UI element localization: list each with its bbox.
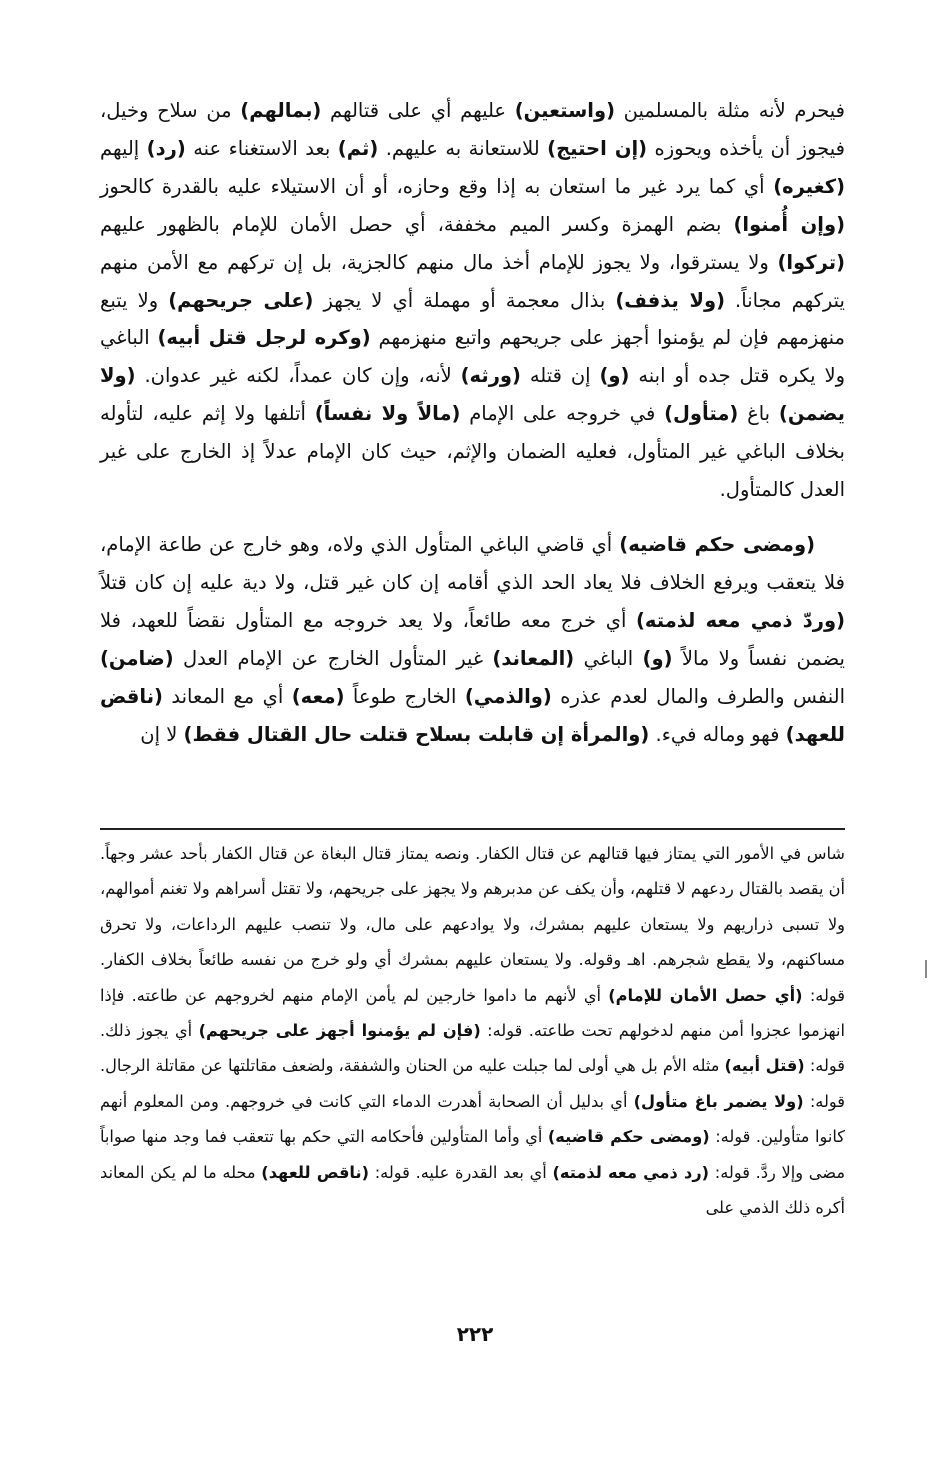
bold-term: (المعاند)	[492, 646, 575, 670]
bold-term: (كغيره)	[773, 174, 845, 198]
bold-term: (ضامن)	[100, 646, 174, 670]
text-run: شاس في الأمور التي يمتاز فيها قتالهم عن قتال الكفار. ونصه يمتاز قتال البغاة عن قتال الكفار بأحد عشر وجهاً. أن يقصد بالقتال ردعهم لا قتلهم، وأن يكف عن مدبرهم ولا يجهز على جريحهم، ولا تقتل أسراهم ولا تغنم أموالهم، ولا تسبى ذراريهم ولا يستعان عليهم بمشرك، ولا يوادعهم على مال، ولا تنصب عليهم الرداعات، ولا تحرق مساكنهم، ولا يقطع شجرهم. اهـ وقوله. ولا يستعان عليهم بمشرك أي ولو خرج من نفسه طائعاً بخلاف الكفار. قوله:	[100, 844, 845, 1005]
bold-term: (ومضى حكم قاضيه)	[547, 1127, 710, 1147]
footnote-divider	[100, 828, 845, 830]
text-run: إن قتله	[520, 364, 600, 388]
bold-term: (مالاً ولا نفساً)	[314, 402, 461, 426]
text-run: للاستعانة به عليهم.	[378, 136, 548, 160]
text-run: أي مع المعاند	[162, 684, 292, 708]
bold-term: (أي حصل الأمان للإمام)	[608, 985, 803, 1005]
page-number: ٢٢٢	[456, 1322, 494, 1346]
bold-term: (ناقص للعهد)	[261, 1162, 369, 1182]
text-run: الباغي	[574, 646, 643, 670]
text-run: لا إن	[140, 722, 184, 746]
text-run: إليهم	[100, 136, 147, 160]
main-paragraph-1	[100, 92, 845, 509]
bold-term: (وردّ ذمي معه لذمته)	[636, 608, 845, 632]
bold-term: (ولا يضمر باغ متأول)	[633, 1091, 804, 1111]
text-run: أي خرج معه طائعاً، ولا يعد خروجه مع المتأول نقضاً للعهد، فلا يضمن نفساً ولا مالاً	[100, 608, 845, 670]
margin-mark	[925, 960, 927, 978]
bold-term: (والمرأة إن قابلت بسلاح قتلت حال القتال فقط)	[183, 722, 650, 746]
bold-term: (واستعين)	[514, 99, 615, 122]
text-run: أي كما يرد غير ما استعان به إذا وقع وحازه، أو أن الاستيلاء عليه بالقدرة كالحوز	[100, 174, 774, 198]
text-run: الخارج طوعاً	[344, 684, 465, 708]
bold-term: (إن احتيج)	[547, 136, 648, 160]
bold-term: (متأول)	[664, 402, 739, 426]
text-run: بذال معجمة أو مهملة أي لا يجهز	[313, 288, 616, 312]
footnote-block	[100, 836, 845, 1225]
bold-term: (ناقض للعهد)	[100, 684, 845, 746]
text-run: أي لأنهم ما داموا خارجين لم يأمن الإمام منهم لخروجهم عن طاعته. فإذا انهزموا عجزوا أمن منهم لدخولهم تحت طاعته. قوله:	[100, 985, 846, 1041]
text-run: ولا يتبع منهزمهم فإن لم يؤمنوا أجهز على جريحهم واتبع منهزمهم	[100, 288, 845, 350]
main-paragraph-2	[100, 526, 845, 753]
text-run: أي بدليل أن الصحابة أهدرت الدماء التي كانت في خروجهم. ومن المعلوم أنهم كانوا متأولين. قوله:	[100, 1091, 846, 1147]
text-run: فيحرم لأنه مثلة بالمسلمين	[615, 99, 845, 122]
text-run: أي بعد القدرة عليه. قوله:	[369, 1162, 553, 1182]
bold-term: (و)	[642, 646, 673, 670]
text-run: من سلاح وخيل، فيجوز أن يأخذه ويحوزه	[100, 99, 845, 160]
main-text-block	[100, 92, 845, 753]
text-run: عليهم أي على قتالهم	[321, 99, 515, 122]
footnote-paragraph	[100, 836, 845, 1225]
text-run: أتلفها ولا إثم عليه، لتأوله بخلاف الباغي غير المتأول، فعليه الضمان والإثم، حيث كان الإمام عدلاً إذ الخارج على غير العدل كالمتأول.	[100, 402, 845, 502]
text-run: الباغي ولا يكره قتل جده أو ابنه	[100, 326, 845, 388]
bold-term: (ومضى حكم قاضيه)	[619, 532, 815, 556]
bold-term: (معه)	[291, 684, 345, 708]
bold-term: (ثم)	[337, 136, 379, 160]
bold-term: (و)	[599, 364, 630, 388]
text-run: بضم الهمزة وكسر الميم مخففة، أي حصل الأمان للإمام بالظهور عليهم	[100, 212, 734, 236]
text-run: أي قاضي الباغي المتأول الذي ولاه، وهو خارج عن طاعة الإمام، فلا يتعقب ويرفع الخلاف فلا يعاد الحد الذي أقامه إن كان غير قتل، ولا دية عليه إن كان قتلاً	[100, 532, 845, 594]
bold-term: (رد)	[146, 136, 186, 160]
text-run: مثله الأم بل هي أولى لما جبلت عليه من الحنان والشفقة، ولضعف مقاتلتها عن مقاتلة الرجال. قوله:	[100, 1056, 846, 1111]
bold-term: (ولا يذفف)	[615, 288, 725, 312]
text-run: أي يجوز ذلك. قوله:	[100, 1021, 846, 1076]
bold-term: (والذمي)	[464, 684, 552, 708]
text-run: فهو وماله فيء.	[649, 722, 786, 746]
bold-term: (وكره لرجل قتل أبيه)	[157, 326, 371, 350]
text-run: في خروجه على الإمام	[460, 402, 665, 426]
text-run: غير المتأول الخارج عن الإمام العدل	[173, 646, 493, 670]
text-run: أي وأما المتأولين فأحكامه التي حكم بها تتعقب فما وجد منها صواباً مضى وإلا ردَّ. قوله:	[100, 1127, 845, 1182]
text-run: بعد الاستغناء عنه	[185, 136, 338, 160]
bold-term: (بمالهم)	[240, 99, 322, 122]
bold-term: (قتل أبيه)	[724, 1056, 805, 1076]
text-run: ولا يسترقوا، ولا يجوز للإمام أخذ مال منهم كالجزية، بل إن تركهم مع الأمن منهم يتركهم مجاناً.	[100, 250, 845, 312]
text-run: محله ما لم يكن المعاند أكره ذلك الذمي على	[100, 1162, 845, 1218]
text-run: باغ	[738, 402, 779, 426]
bold-term: (ورثه)	[460, 364, 521, 388]
text-run: النفس والطرف والمال لعدم عذره	[551, 684, 845, 708]
bold-term: (فإن لم يؤمنوا أجهز على جريحهم)	[198, 1021, 481, 1041]
text-run: لأنه، وإن كان عمداً، لكنه غير عدوان.	[135, 364, 461, 388]
bold-term: (تركوا)	[777, 250, 845, 274]
bold-term: (على جريحهم)	[168, 288, 314, 312]
bold-term: (ولا يضمن)	[100, 364, 845, 426]
bold-term: (رد ذمي معه لذمته)	[552, 1162, 710, 1182]
bold-term: (وإن أُمنوا)	[733, 212, 845, 236]
